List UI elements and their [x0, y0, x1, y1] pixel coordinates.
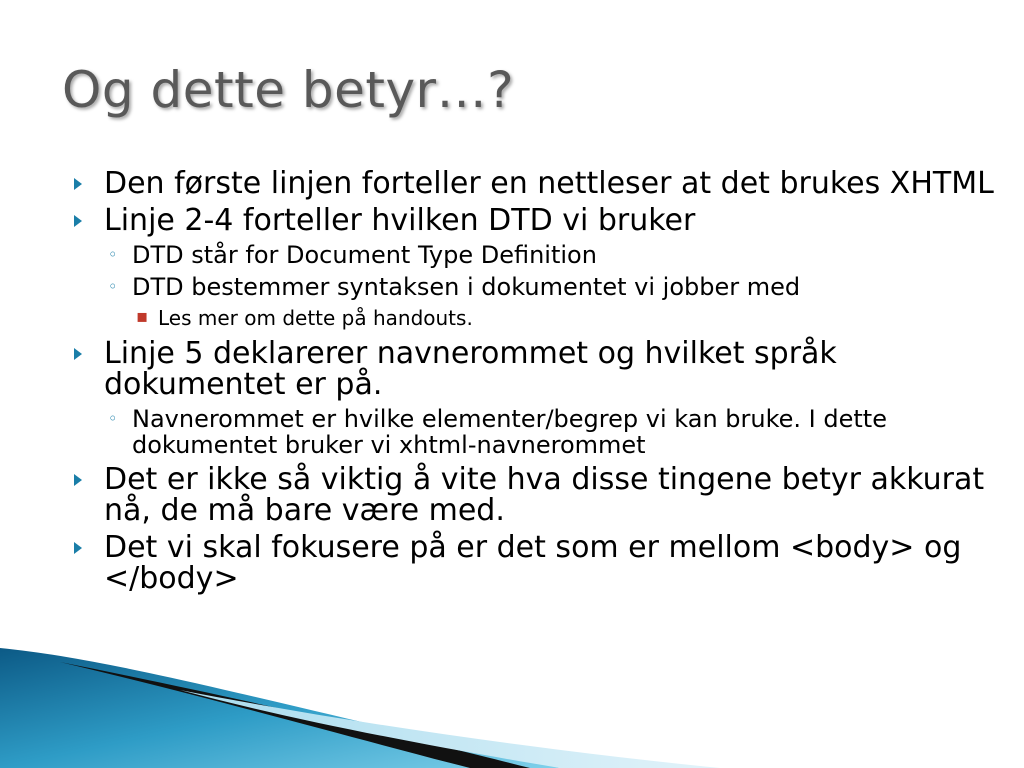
sub-bullet-item: [72, 406, 1002, 458]
bullet-text: Navnerommet er hvilke elementer/begrep vi kan bruke. I dette dokumentet bruker vi xhtml-navnerommet: [132, 405, 887, 459]
bullet-item: [72, 338, 1002, 400]
triangle-bullet-icon: [74, 348, 82, 360]
triangle-bullet-icon: [74, 178, 82, 190]
slide-title: Og dette betyr…?: [62, 61, 515, 119]
triangle-bullet-icon: [74, 215, 82, 227]
bullet-item: [72, 205, 1002, 236]
bullet-item: [72, 168, 1002, 199]
bullet-text: Linje 5 deklarerer navnerommet og hvilket språk dokumentet er på.: [104, 336, 837, 402]
bullet-text: DTD står for Document Type Definition: [132, 241, 597, 269]
bullet-text: Linje 2-4 forteller hvilken DTD vi bruker: [104, 203, 696, 238]
bullet-text: Det er ikke så viktig å vite hva disse tingene betyr akkurat nå, de må bare være med.: [104, 462, 985, 528]
circle-bullet-icon: ◦: [108, 245, 118, 264]
bullet-item: [72, 464, 1002, 526]
triangle-bullet-icon: [74, 542, 82, 554]
bullet-item: [72, 532, 1002, 594]
circle-bullet-icon: ◦: [108, 409, 118, 428]
bullet-list: [72, 168, 1002, 600]
square-bullet-icon: ▪: [136, 306, 149, 327]
bullet-text: Den første linjen forteller en nettleser at det brukes XHTML: [104, 166, 994, 201]
triangle-bullet-icon: [74, 474, 82, 486]
sub-sub-bullet-item: [72, 306, 1002, 330]
bullet-text: Les mer om dette på handouts.: [158, 306, 473, 330]
circle-bullet-icon: ◦: [108, 277, 118, 296]
bullet-text: DTD bestemmer syntaksen i dokumentet vi jobber med: [132, 273, 801, 301]
bullet-text: Det vi skal fokusere på er det som er mellom <body> og </body>: [104, 530, 962, 596]
sub-bullet-item: [72, 274, 1002, 300]
sub-bullet-item: [72, 242, 1002, 268]
